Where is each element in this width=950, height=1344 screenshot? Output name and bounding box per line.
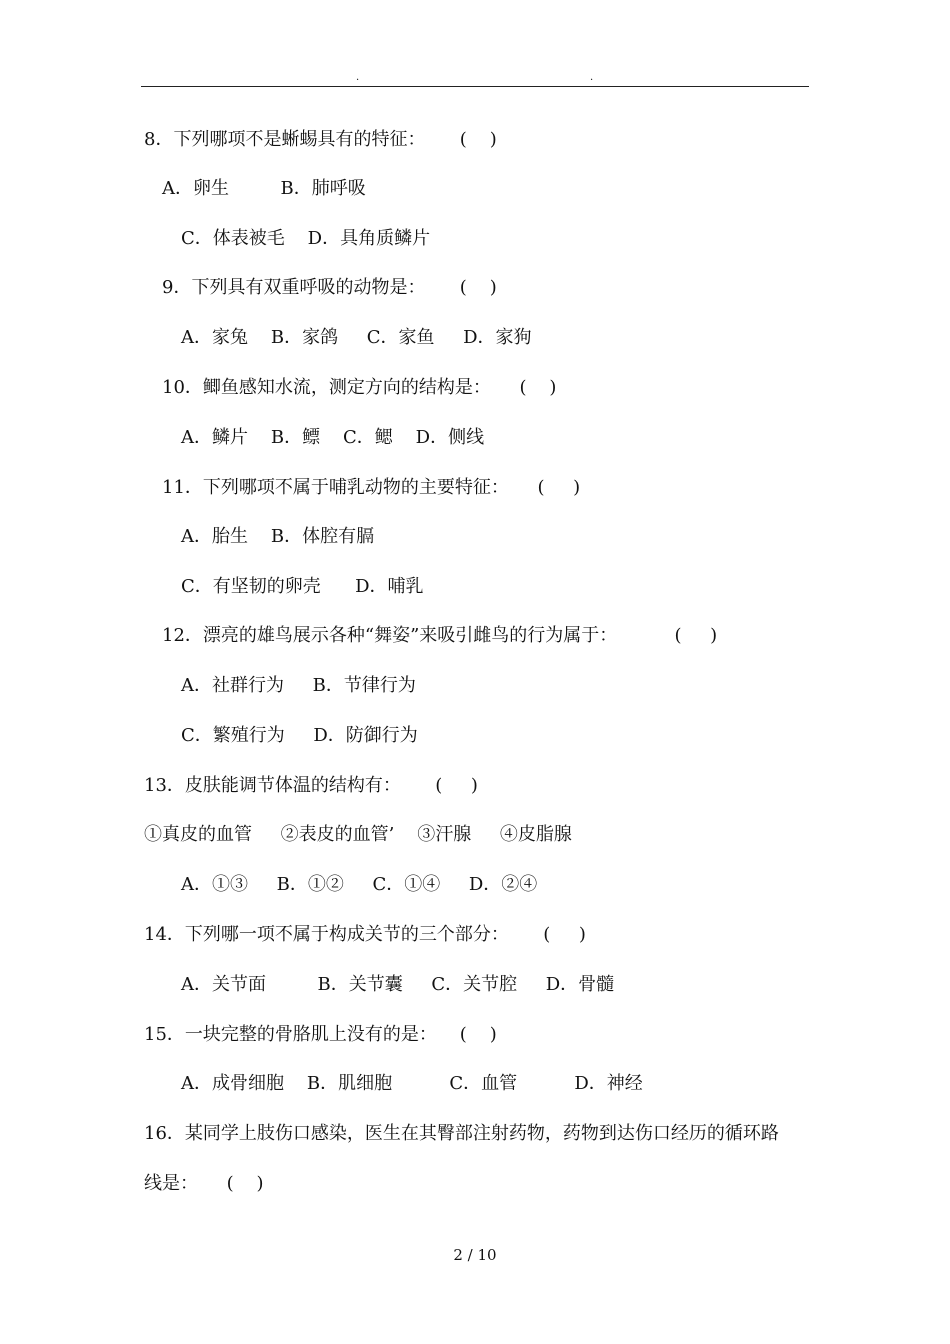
header-dot-right: . [590, 72, 594, 83]
question-13-items: ①真皮的血管 ②表皮的血管’ ③汗腺 ④皮脂腺 [144, 824, 572, 845]
question-15-options: A．成骨细胞 B．肌细胞 C．血管 D．神经 [181, 1073, 643, 1094]
question-14: 14．下列哪一项不属于构成关节的三个部分： ( ) [144, 924, 586, 945]
question-13: 13．皮肤能调节体温的结构有： ( ) [144, 775, 478, 796]
question-12-options-cd: C．繁殖行为 D．防御行为 [181, 725, 418, 746]
question-8-options-ab: A．卵生 B．肺呼吸 [162, 178, 366, 199]
question-13-options: A．①③ B．①② C．①④ D．②④ [181, 874, 538, 895]
question-10-options: A．鳞片 B．鳔 C．鳃 D．侧线 [181, 427, 485, 448]
header-rule [141, 86, 809, 87]
question-14-options: A．关节面 B．关节囊 C．关节腔 D．骨髓 [181, 974, 615, 995]
header-dot-left: . [356, 72, 360, 83]
question-11: 11．下列哪项不属于哺乳动物的主要特征： ( ) [162, 477, 581, 498]
question-12-options-ab: A．社群行为 B．节律行为 [181, 675, 416, 696]
question-8-options-cd: C．体表被毛 D．具角质鳞片 [181, 228, 431, 249]
page-number: 2 / 10 [453, 1246, 497, 1264]
question-16-continued: 线是： ( ) [144, 1173, 264, 1194]
question-8: 8．下列哪项不是蜥蜴具有的特征： ( ) [144, 129, 497, 150]
question-15: 15．一块完整的骨胳肌上没有的是： ( ) [144, 1024, 497, 1045]
question-11-options-ab: A．胎生 B．体腔有膈 [181, 526, 375, 547]
question-9: 9．下列具有双重呼吸的动物是： ( ) [162, 277, 497, 298]
question-11-options-cd: C．有坚韧的卵壳 D．哺乳 [181, 576, 424, 597]
question-10: 10．鲫鱼感知水流，测定方向的结构是： ( ) [162, 377, 557, 398]
question-16: 16．某同学上肢伤口感染，医生在其臀部注射药物，药物到达伤口经历的循环路 [144, 1123, 779, 1144]
question-12: 12．漂亮的雄鸟展示各种“舞姿”来吸引雌鸟的行为属于： ( ) [162, 625, 718, 646]
question-9-options: A．家兔 B．家鸽 C．家鱼 D．家狗 [181, 327, 532, 348]
